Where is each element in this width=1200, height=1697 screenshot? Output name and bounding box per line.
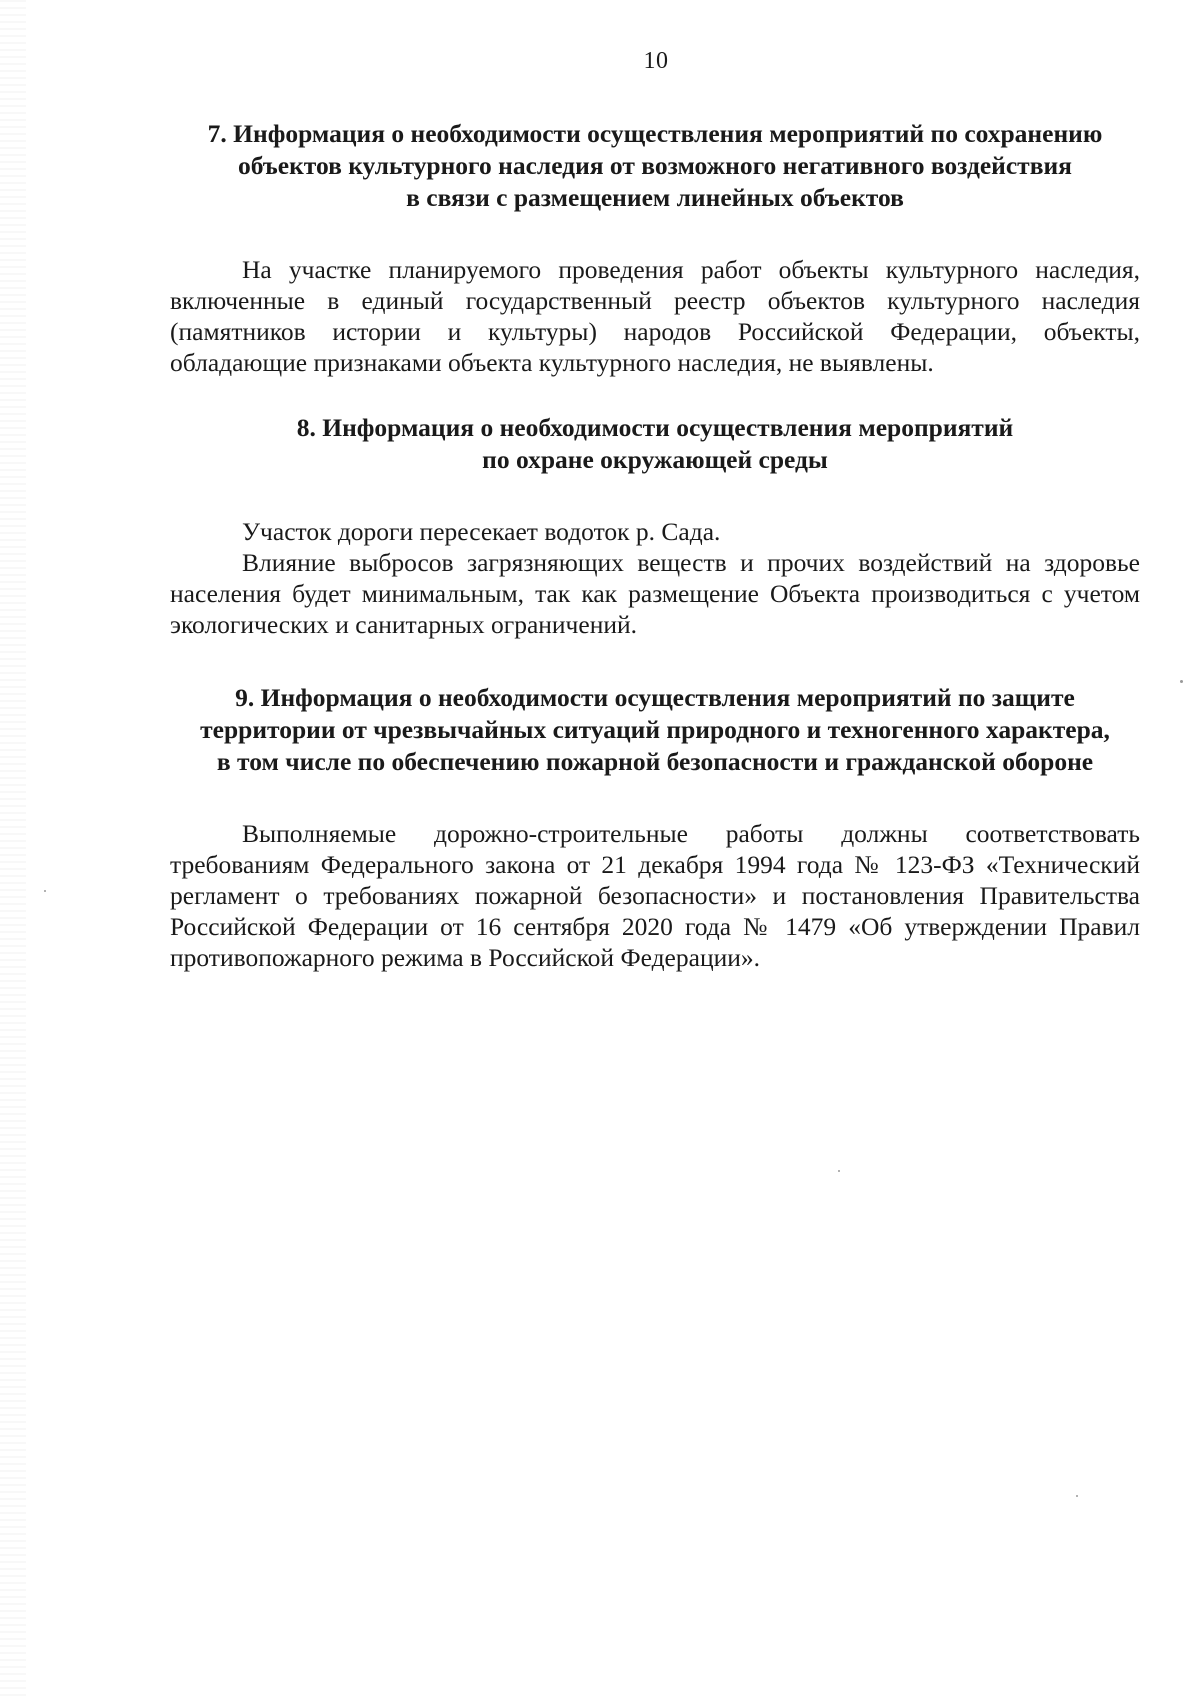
page-number: 10 <box>643 48 669 74</box>
section-8-paragraph-2: Влияние выбросов загрязняющих веществ и прочих воздействий на здоровье населения будет минимальным, так как размещение Объекта производиться с учетом экологических и санитарных ограничений. <box>170 548 1140 639</box>
section-7-paragraph: На участке планируемого проведения работ объекты культурного наследия, включенные в единый государственный реестр объектов культурного наследия (памятников истории и культуры) народов Российской Федерации, объекты, обладающие признаками объекта культурного наследия, не выявлены. <box>170 255 1140 377</box>
heading-line: объектов культурного наследия от возможного негативного воздействия <box>238 151 1072 180</box>
section-8-paragraph-1: Участок дороги пересекает водоток р. Сада. <box>242 517 721 546</box>
heading-line: 7. Информация о необходимости осуществления мероприятий по сохранению <box>207 119 1103 148</box>
heading-line: в том числе по обеспечению пожарной безопасности и гражданской обороне <box>216 747 1094 776</box>
scan-speckle <box>1076 1495 1078 1497</box>
section-9-heading <box>170 682 1140 778</box>
scan-speckle <box>44 890 46 892</box>
scan-speckle <box>838 1170 840 1172</box>
heading-line: по охране окружающей среды <box>482 445 828 474</box>
scan-speckle <box>1180 680 1183 683</box>
scan-margin-noise <box>0 0 26 1697</box>
heading-line: 8. Информация о необходимости осуществления мероприятий <box>296 413 1014 442</box>
section-9-paragraph: Выполняемые дорожно-строительные работы должны соответствовать требованиям Федерального закона от 21 декабря 1994 года № 123-ФЗ «Технический регламент о требованиях пожарной безопасности» и постановления Правительства Российской Федерации от 16 сентября 2020 года № 1479 «Об утверждении Правил противопожарного режима в Российской Федерации». <box>170 819 1140 972</box>
document-body <box>170 118 1140 973</box>
section-8-heading <box>170 412 1140 476</box>
section-7-heading <box>170 118 1140 214</box>
heading-line: в связи с размещением линейных объектов <box>406 183 904 212</box>
heading-line: 9. Информация о необходимости осуществления мероприятий по защите <box>235 683 1075 712</box>
heading-line: территории от чрезвычайных ситуаций природного и техногенного характера, <box>200 715 1110 744</box>
